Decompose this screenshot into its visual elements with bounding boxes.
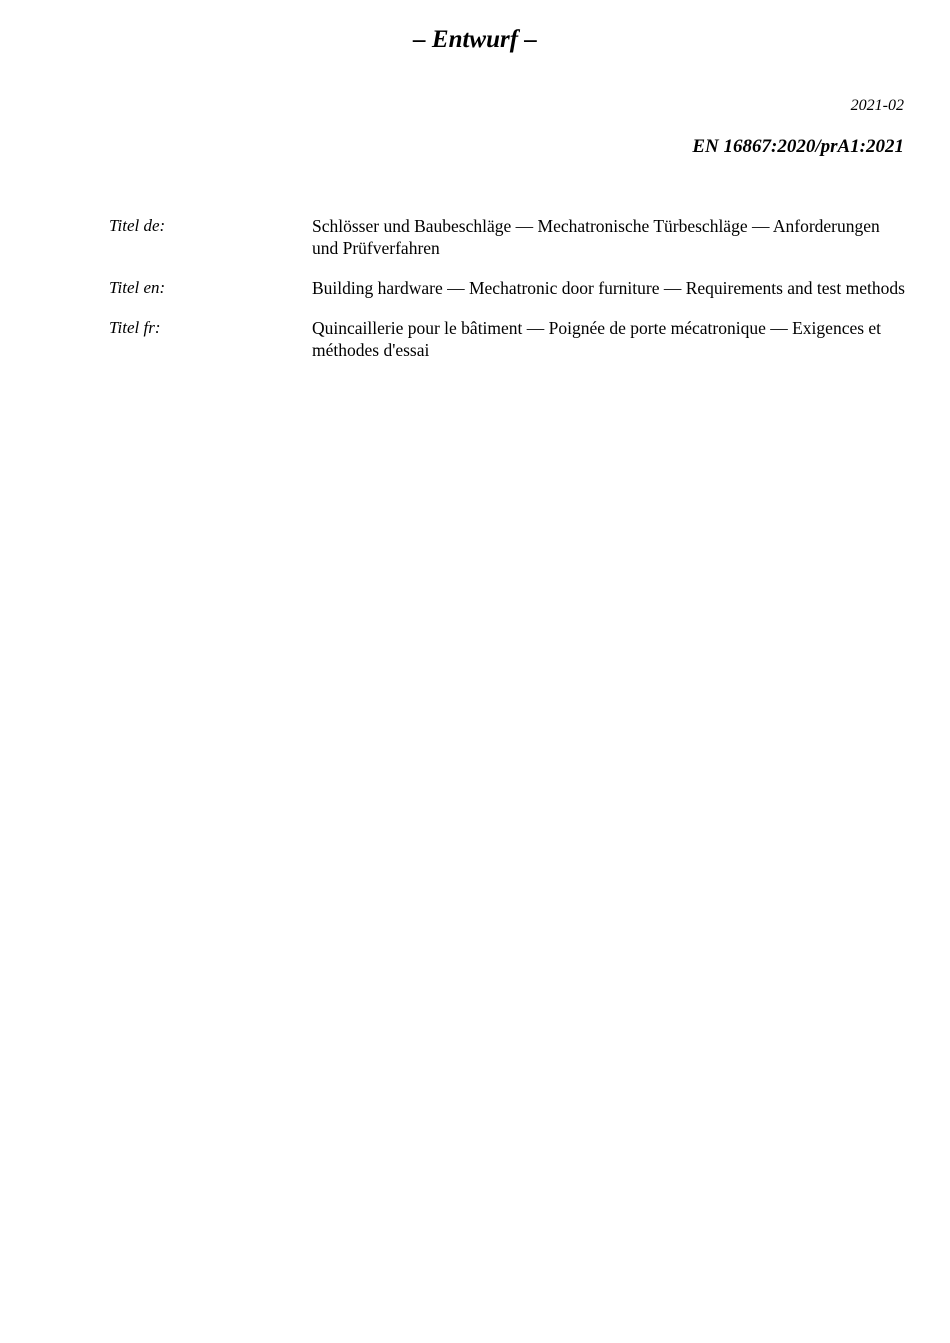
title-text-de: Schlösser und Baubeschläge — Mechatronische Türbeschläge — Anforderungen und Prüfverfahren bbox=[312, 216, 880, 258]
document-date: 2021-02 bbox=[850, 97, 904, 114]
title-row-fr bbox=[109, 317, 909, 361]
title-row-de bbox=[109, 215, 909, 259]
title-table bbox=[109, 215, 909, 379]
title-label-fr: Titel fr: bbox=[109, 318, 161, 337]
title-row-en bbox=[109, 277, 909, 299]
title-label-en: Titel en: bbox=[109, 278, 166, 297]
title-text-fr: Quincaillerie pour le bâtiment — Poignée de porte mécatronique — Exigences et méthodes d'essai bbox=[312, 318, 882, 360]
title-label-de: Titel de: bbox=[109, 216, 166, 235]
draft-banner: – Entwurf – bbox=[413, 26, 537, 53]
title-text-en: Building hardware — Mechatronic door furniture — Requirements and test methods bbox=[312, 278, 905, 298]
document-number: EN 16867:2020/prA1:2021 bbox=[692, 136, 904, 157]
